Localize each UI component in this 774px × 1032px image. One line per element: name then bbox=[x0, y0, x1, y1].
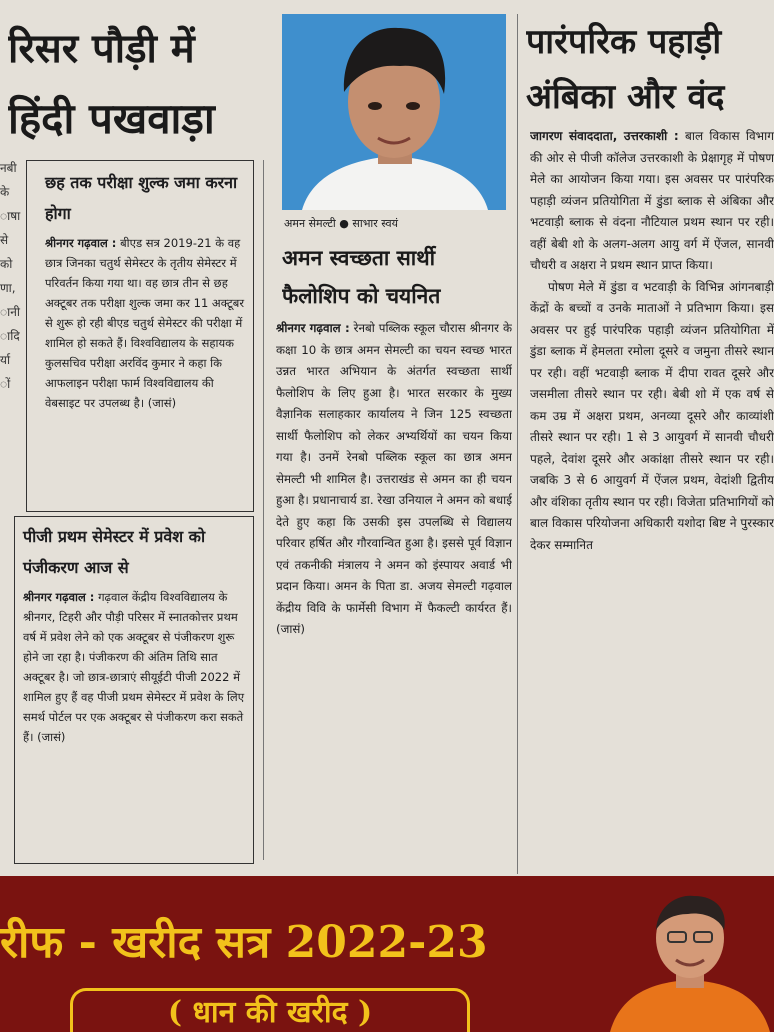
article-aman-title-line2: फैलोशिप को चयनित bbox=[282, 283, 441, 308]
right-headline-line1: पारंपरिक पहाड़ी bbox=[526, 22, 722, 62]
right-headline-line2: अंबिका और वंद bbox=[526, 77, 725, 117]
article-pg-box bbox=[14, 516, 254, 864]
kharif-advert-banner bbox=[0, 876, 774, 1032]
photo-caption bbox=[284, 214, 506, 234]
edge-fragments bbox=[0, 156, 24, 456]
photo-caption-name: अमन सेमल्टी bbox=[284, 217, 336, 230]
article-pahadi-dateline: जागरण संवाददाता, उत्तरकाशी : bbox=[530, 129, 679, 143]
edge-fragment: नबी bbox=[0, 161, 17, 175]
edge-fragment: र्या bbox=[0, 353, 11, 367]
article-pg-body bbox=[23, 587, 249, 859]
article-pg-text: गढ़वाल केंद्रीय विश्वविद्यालय के श्रीनगर, टिहरी और पौड़ी परिसर में स्नातकोत्तर प्रथम वर्ष में प्रवेश लेने को एक अक्टूबर से पंजीकरण शुरू होने जा रहा है। पंजीकरण की अंतिम तिथि सात अक्टूबर है। जो छात्र-छात्राएं सीयूईटी पीजी 2022 में शामिल हुए हैं वह पीजी प्रथम सेमेस्टर में प्रवेश के लिए समर्थ पोर्टल पर एक अक्टूबर से पंजीकरण करा सकते हैं। (जासं) bbox=[23, 590, 245, 744]
student-photo bbox=[282, 14, 506, 210]
article-aman-dateline: श्रीनगर गढ़वाल : bbox=[276, 321, 350, 335]
edge-fragment: के bbox=[0, 185, 10, 199]
left-headline-line1: रिसर पौड़ी में bbox=[8, 25, 195, 72]
banner-subtext: ( धान की खरीद ) bbox=[70, 988, 470, 1032]
bullet-icon: ● bbox=[339, 217, 349, 230]
article-pahadi-body bbox=[530, 126, 774, 866]
article-aman-text: रेनबो पब्लिक स्कूल चौरास श्रीनगर के कक्षा 10 के छात्र अमन सेमल्टी का चयन स्वच्छ भारत उन्नत भारत अभियान के अंतर्गत स्वच्छता सार्थी फैलोशिप के लिए हुआ है। भारत सरकार के मुख्य वैज्ञानिक सलाहकार कार्यालय ने जिन 125 स्वच्छता सार्थी फैलोशिप को लेकर अभ्यर्थियों का चयन किया गया है। उनमें रेनबो पब्लिक स्कूल का छात्र अमन सेमल्टी भी शामिल है। उत्तराखंड से अमन का ही चयन हुआ है। प्रधानाचार्य डा. रेखा उनियाल ने अमन को बधाई देते हुए कहा कि उसकी इस उपलब्धि से विद्यालय परिवार हर्षित और गौरवान्वित हुआ है। इससे पूर्व विज्ञान एवं तकनीकी मंत्रालय ने अमन को इंस्पायर अवार्ड भी प्रदान किया। अमन के पिता डा. अजय सेमल्टी गढ़वाल केंद्रीय विवि के फार्मेसी विभाग में फैकल्टी कार्यरत हैं। (जासं) bbox=[276, 321, 512, 636]
edge-fragment: से bbox=[0, 233, 9, 247]
article-fee-dateline: श्रीनगर गढ़वाल : bbox=[45, 236, 117, 250]
article-fee-box bbox=[26, 160, 254, 512]
article-aman-body bbox=[276, 318, 512, 870]
article-pahadi-para2: पोषण मेले में डुंडा व भटवाड़ी के विभिन्न आंगनबाड़ी केंद्रों के बच्चों व उनके माताओं ने प्रतिभाग किया। इस अवसर पर हुई पारंपरिक पहाड़ी व्यंजन प्रतियोगिता में डुंडा ब्लाक में हेमलता रमोला दूसरे व जमुना तीसरे स्थान पर रही। वहीं भटवाड़ी ब्लाक में दीपा रावत दूसरे और जसमीला तीसरे स्थान पर रही। बेबी शो में एक वर्ष से कम उम्र में अक्षरा प्रथम, अनव्या दूसरे और काव्यांशी तीसरे स्थान पर रही। 1 से 3 आयुवर्ग में सानवी चौधरी पहले, देवांश दूसरे और अकांक्षा तीसरे स्थान पर रही। जबकि 3 से 6 आयुवर्ग में ऐंजल प्रथम, वेदांशी द्वितीय और वंशिका तृतीय स्थान पर रही। विजेता प्रतिभागियों को बाल विकास परियोजना अधिकारी यशोदा बिष्ट ने पुरस्कार देकर सम्मानित bbox=[530, 279, 774, 552]
edge-fragment: णा, bbox=[0, 281, 16, 295]
edge-fragment: ों bbox=[0, 377, 11, 391]
article-fee-title: छह तक परीक्षा शुल्क जमा करना होगा bbox=[45, 173, 238, 223]
article-fee-body bbox=[45, 233, 247, 505]
left-headline-line2: हिंदी पखवाड़ा bbox=[8, 94, 215, 143]
edge-fragment: ानी bbox=[0, 305, 21, 319]
banner-headline: रीफ - खरीद सत्र 2022-23 bbox=[0, 917, 488, 968]
photo-credit: साभार स्वयं bbox=[352, 217, 399, 230]
article-fee-text: बीएड सत्र 2019-21 के वह छात्र जिनका चतुर्थ सेमेस्टर के तृतीय सेमेस्टर में परिवर्तन किया गया था। वह छात्र तीन से छह अक्टूबर तक परीक्षा शुल्क जमा कर 11 अक्टूबर से शुरू हो रही बीएड चतुर्थ सेमेस्टर की परीक्षा में शामिल हो सकते हैं। विश्वविद्यालय के सहायक कुलसचिव परीक्षा अरविंद कुमार ने कहा कि आफलाइन परीक्षा फार्म विश्वविद्यालय की वेबसाइट पर उपलब्ध है। (जासं) bbox=[45, 236, 245, 410]
edge-fragment: को bbox=[0, 257, 13, 271]
article-aman-title-line1: अमन स्वच्छता सार्थी bbox=[282, 245, 436, 270]
article-pg-title: पीजी प्रथम सेमेस्टर में प्रवेश को पंजीकरण आज से bbox=[23, 527, 206, 577]
politician-photo-image bbox=[600, 886, 774, 1032]
column-divider-right bbox=[517, 14, 518, 874]
edge-fragment: ाषा bbox=[0, 209, 21, 223]
student-portrait-image bbox=[282, 14, 506, 210]
column-divider-left bbox=[263, 160, 264, 860]
article-pahadi-para1: बाल विकास विभाग की ओर से पीजी कॉलेज उत्तरकाशी के प्रेक्षागृह में पोषण मेले का आयोजन किया गया। इस अवसर पर पारंपरिक पहाड़ी व्यंजन प्रतियोगिता में डुंडा ब्लाक से अंबिका और भटवाड़ी ब्लाक से वंदना नौटियाल प्रथम स्थान पर रही। वहीं बेबी शो के अलग-अलग आयु वर्ग में ऐंजल, सानवी चौधरी व अक्षरा ने प्रथम स्थान प्राप्त किया। bbox=[530, 129, 774, 272]
article-pg-dateline: श्रीनगर गढ़वाल : bbox=[23, 590, 95, 604]
edge-fragment: ादि bbox=[0, 329, 20, 343]
